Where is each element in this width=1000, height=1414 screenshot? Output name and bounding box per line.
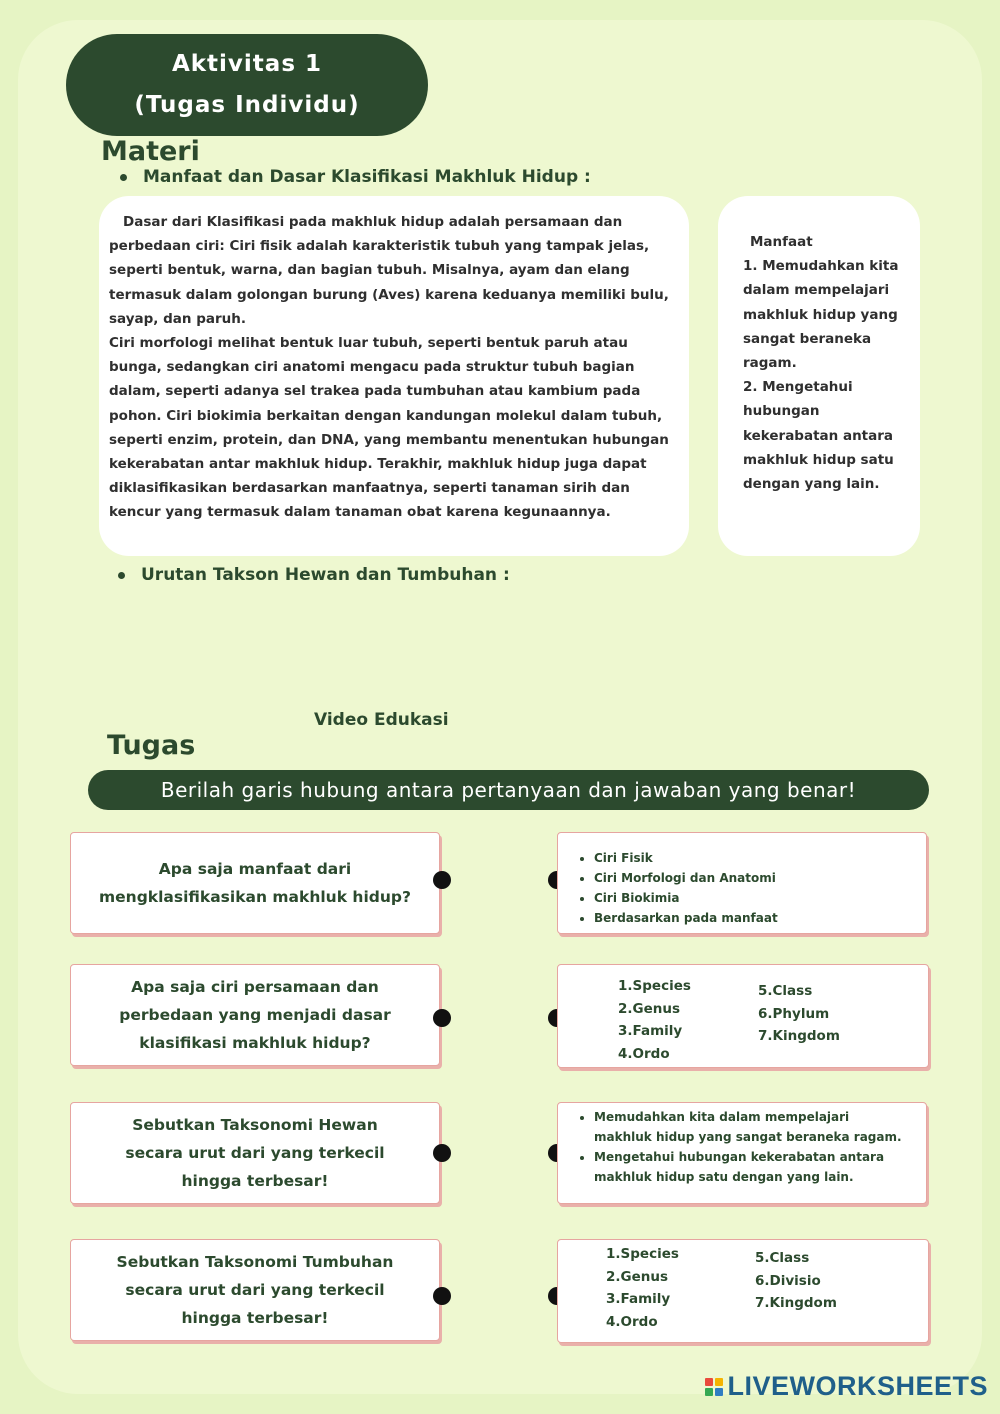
answer-2-column-right [758,980,840,1048]
bullet-text: Urutan Takson Hewan dan Tumbuhan : [141,565,510,585]
manfaat-title: Manfaat [750,234,813,250]
answer-4-taxon: 7.Kingdom [755,1295,837,1312]
activity-title: Aktivitas 1 [171,51,323,77]
answer-3-item-1: • Memudahkan kita dalam mempelajari makhluk hidup yang sangat beraneka ragam. [594,1107,908,1147]
question-3-connector-dot[interactable] [433,1144,451,1162]
manfaat-card [718,196,920,556]
dasar-paragraph-2: Ciri morfologi melihat bentuk luar tubuh, seperti bentuk paruh atau bunga, sedangkan ciri anatomi mengacu pada struktur tubuh bagian dalam, seperti adanya sel trakea pada tumbuhan atau kambium pada pohon. Ciri biokimia berkaitan dengan kandungan molekul dalam tubuh, seperti enzim, protein, dan DNA, yang membantu menentukan hubungan kekerabatan antar makhluk hidup. Terakhir, makhluk hidup juga dapat diklasifikasikan berdasarkan manfaatnya, seperti tanaman sirih dan kencur yang termasuk dalam tanaman obat karena kegunaannya. [109,335,669,521]
answer-1-item-4: • Berdasarkan pada manfaat [594,908,926,928]
answer-2-taxon: 1.Species [618,978,691,994]
answer-2-taxon: 2.Genus [618,1000,681,1017]
answer-4-taxon: 3.Family [606,1291,671,1308]
answer-2-taxon: 3.Family [618,1023,683,1040]
bullet-text: Manfaat dan Dasar Klasifikasi Makhluk Hidup : [143,167,591,187]
liveworksheets-logo-icon [705,1378,723,1396]
answer-2-taxon: 7.Kingdom [758,1028,840,1045]
tugas-heading: Tugas [107,730,196,761]
activity-subtitle: (Tugas Individu) [134,92,360,118]
answer-2-taxon: 4.Ordo [618,1045,670,1062]
bullet-icon [120,174,127,181]
question-box-2: Apa saja ciri persamaan dan perbedaan yang menjadi dasar klasifikasi makhluk hidup? [70,964,440,1066]
dasar-klasifikasi-card [99,196,689,556]
answer-box-2 [557,964,929,1068]
answer-box-1 [557,832,927,934]
dasar-paragraph-1: Dasar dari Klasifikasi pada makhluk hidup adalah persamaan dan perbedaan ciri: Ciri fisik adalah karakteristik tubuh yang tampak jelas, seperti bentuk, warna, dan bagian tubuh. Misalnya, ayam dan elang termasuk dalam golongan burung (Aves) karena keduanya memiliki bulu, sayap, dan paruh. [109,214,669,327]
question-2-connector-dot[interactable] [433,1009,451,1027]
answer-2-column-left [618,975,691,1065]
answer-1-item-2: • Ciri Morfologi dan Anatomi [594,868,926,888]
materi-heading: Materi [101,136,200,167]
answer-4-column-right [755,1247,837,1315]
answer-box-4 [557,1239,929,1343]
question-box-1: Apa saja manfaat dari mengklasifikasikan makhluk hidup? [70,832,440,934]
materi-bullet-manfaat-dasar [120,167,591,187]
manfaat-item-1: 1. Memudahkan kita dalam mempelajari makhluk hidup yang sangat beraneka ragam. [743,258,899,372]
answer-1-item-1: • Ciri Fisik [594,848,926,868]
answer-1-item-3: • Ciri Biokimia [594,888,926,908]
answer-2-taxon: 5.Class [758,983,813,999]
answer-4-taxon: 5.Class [755,1250,810,1266]
bullet-icon [118,572,125,579]
answer-4-taxon: 6.Divisio [755,1272,821,1289]
question-1-connector-dot[interactable] [433,871,451,889]
question-box-4: Sebutkan Taksonomi Tumbuhan secara urut dari yang terkecil hingga terbesar! [70,1239,440,1341]
video-edukasi-label: Video Edukasi [314,710,449,730]
manfaat-item-2: 2. Mengetahui hubungan kekerabatan antara makhluk hidup satu dengan yang lain. [743,379,894,493]
answer-box-3 [557,1102,927,1204]
answer-3-item-2: • Mengetahui hubungan kekerabatan antara makhluk hidup satu dengan yang lain. [594,1147,908,1187]
question-box-3: Sebutkan Taksonomi Hewan secara urut dari yang terkecil hingga terbesar! [70,1102,440,1204]
liveworksheets-brand-name: LIVEWORKSHEETS [727,1371,988,1401]
answer-4-taxon: 4.Ordo [606,1313,658,1330]
answer-4-taxon: 2.Genus [606,1268,669,1285]
answer-4-column-left [606,1243,679,1333]
instruction-banner: Berilah garis hubung antara pertanyaan dan jawaban yang benar! [88,770,929,810]
question-4-connector-dot[interactable] [433,1287,451,1305]
answer-4-taxon: 1.Species [606,1246,679,1262]
liveworksheets-logo [705,1371,988,1402]
materi-bullet-urutan-takson [118,565,510,585]
activity-title-badge [66,34,428,136]
answer-2-taxon: 6.Phylum [758,1005,830,1022]
